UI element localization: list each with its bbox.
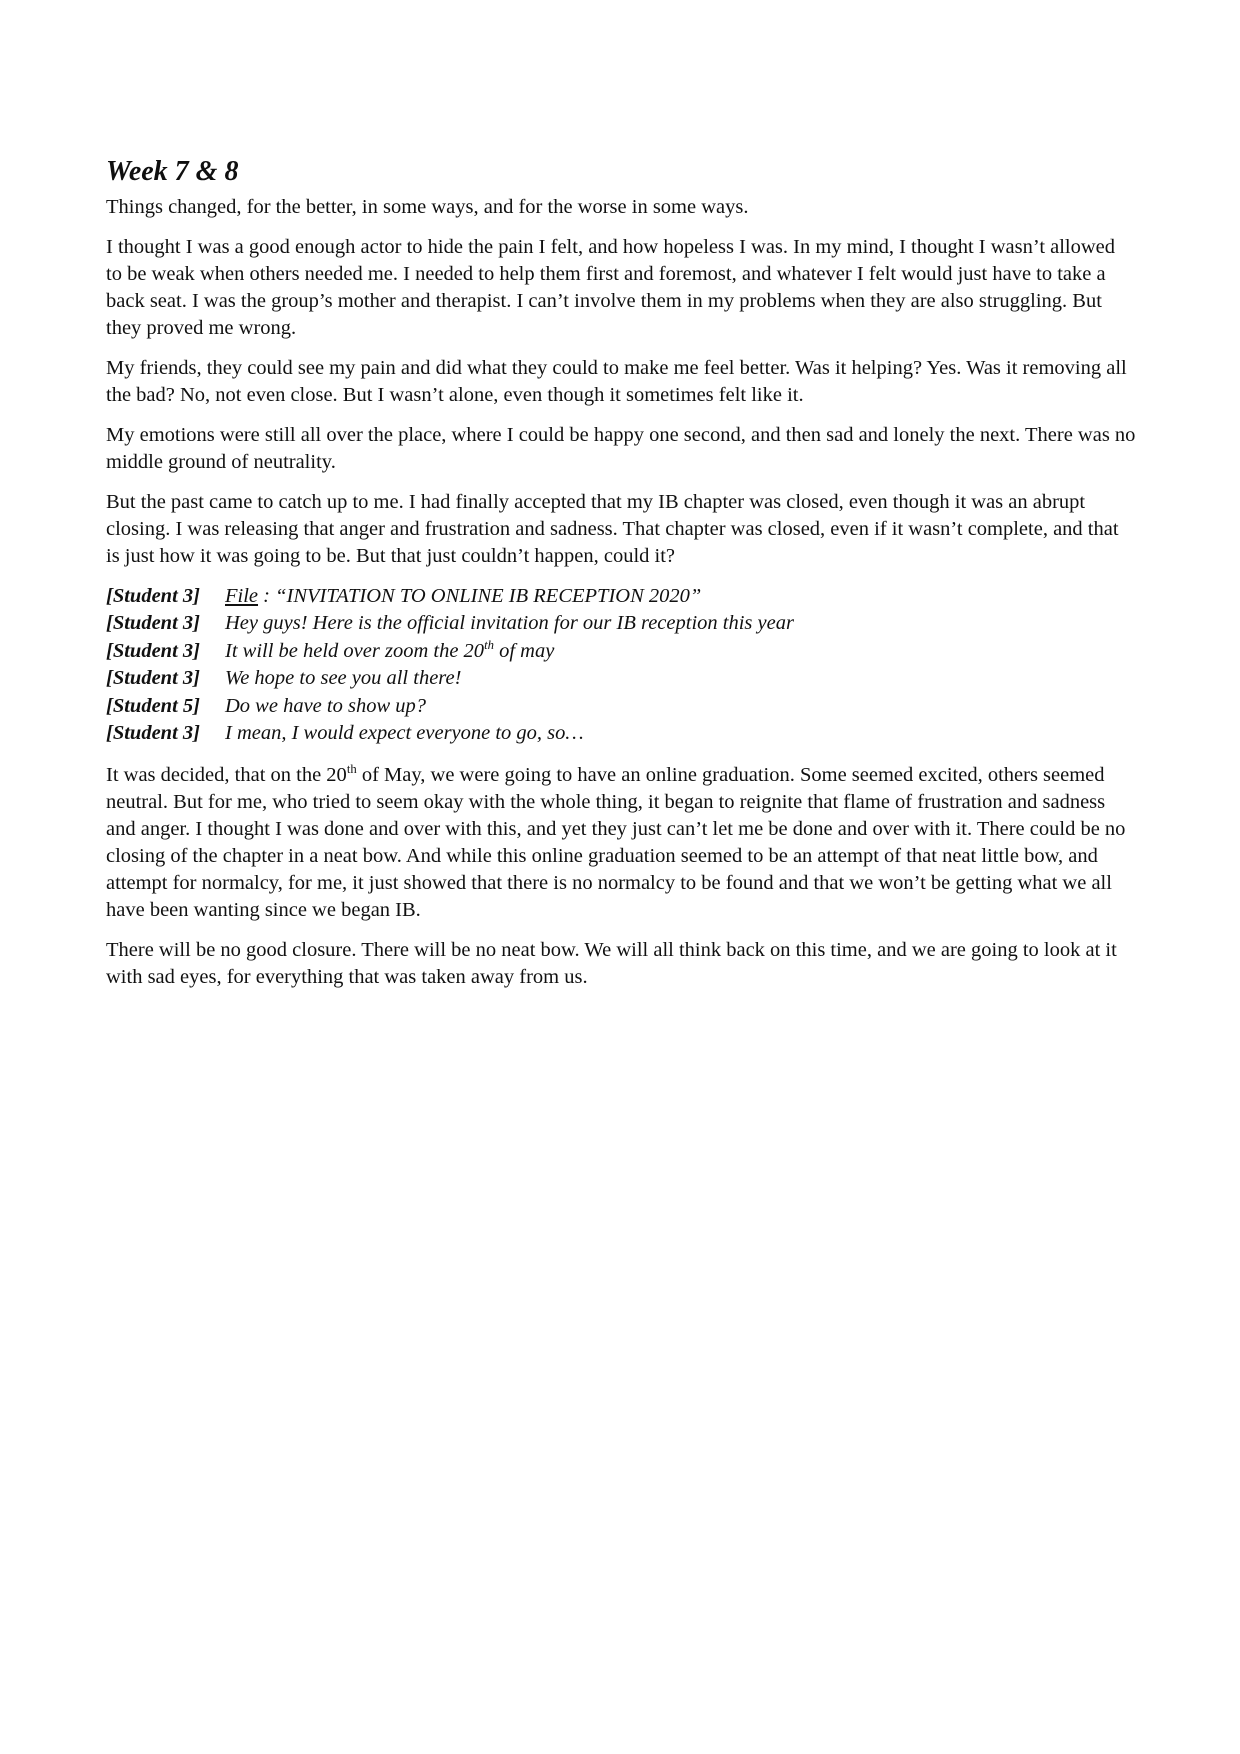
chat-speaker: [Student 3] (106, 722, 200, 745)
chat-speaker: [Student 5] (106, 694, 200, 717)
chat-speaker: [Student 3] (106, 639, 200, 662)
paragraph-past: But the past came to catch up to me. I had finally accepted that my IB chapter was closed, even though it was an abrupt closing. I was releasing that anger and frustration and sadness. That chapter was closed, even if it wasn’t complete, and that is just how it was going to be. But that just couldn’t happen, could it? (106, 490, 1119, 567)
chat-line (106, 665, 1136, 693)
chat-message: Hey guys! Here is the official invitation for our IB reception this year (225, 612, 794, 635)
paragraph-closure: There will be no good closure. There will be no neat bow. We will all think back on this time, and we are going to look at it with sad eyes, for everything that was taken away from us. (106, 938, 1117, 988)
chat-line (106, 610, 1136, 638)
page-title: Week 7 & 8 (106, 156, 239, 187)
paragraph-emotions: My emotions were still all over the place, where I could be happy one second, and then sad and lonely the next. There was no middle ground of neutrality. (106, 423, 1136, 473)
paragraph-text: It was decided, that on the 20 (106, 763, 347, 786)
paragraph-text: of May, we were going to have an online graduation. Some seemed excited, others seemed neutral. But for me, who tried to seem okay with the whole thing, it began to reignite that flame of frustration and sadness and anger. I thought I was done and over with this, and yet they just can’t let me be done and over with it. There could be no closing of the chapter in a neat bow. And while this online graduation seemed to be an attempt of that neat little bow, and attempt for normalcy, for me, it just showed that there is no normalcy to be found and that we won’t be getting what we all have been wanting since we began IB. (106, 763, 1126, 921)
chat-message: We hope to see you all there! (225, 667, 462, 690)
paragraph-actor: I thought I was a good enough actor to hide the pain I felt, and how hopeless I was. In my mind, I thought I wasn’t allowed to be weak when others needed me. I needed to help them first and foremost, and whatever I felt would just have to take a back seat. I was the group’s mother and therapist. I can’t involve them in my problems when they are also struggling. But they proved me wrong. (106, 235, 1116, 339)
chat-message-text: It will be held over zoom the 20 (225, 639, 485, 662)
chat-message (225, 583, 1136, 611)
chat-line (106, 693, 1136, 721)
paragraph-intro: Things changed, for the better, in some ways, and for the worse in some ways. (106, 195, 749, 218)
chat-message-text: : “INVITATION TO ONLINE IB RECEPTION 2020” (258, 584, 702, 607)
chat-transcript (106, 583, 1136, 748)
chat-line (106, 720, 1136, 748)
chat-speaker: [Student 3] (106, 612, 200, 635)
paragraph-graduation (106, 762, 1136, 924)
ordinal-superscript: th (484, 637, 494, 652)
chat-speaker: [Student 3] (106, 667, 200, 690)
chat-line (106, 583, 1136, 611)
chat-message: I mean, I would expect everyone to go, so… (225, 722, 584, 745)
paragraph-friends: My friends, they could see my pain and did what they could to make me feel better. Was it helping? Yes. Was it removing all the bad? No, not even close. But I wasn’t alone, even though it sometimes felt like it. (106, 356, 1127, 406)
file-link-label: File (225, 584, 259, 607)
ordinal-superscript: th (346, 761, 357, 776)
chat-message-text: of may (493, 639, 555, 662)
chat-line (106, 638, 1136, 666)
chat-message: Do we have to show up? (225, 694, 426, 717)
chat-message (225, 638, 1136, 666)
chat-speaker: [Student 3] (106, 584, 200, 607)
